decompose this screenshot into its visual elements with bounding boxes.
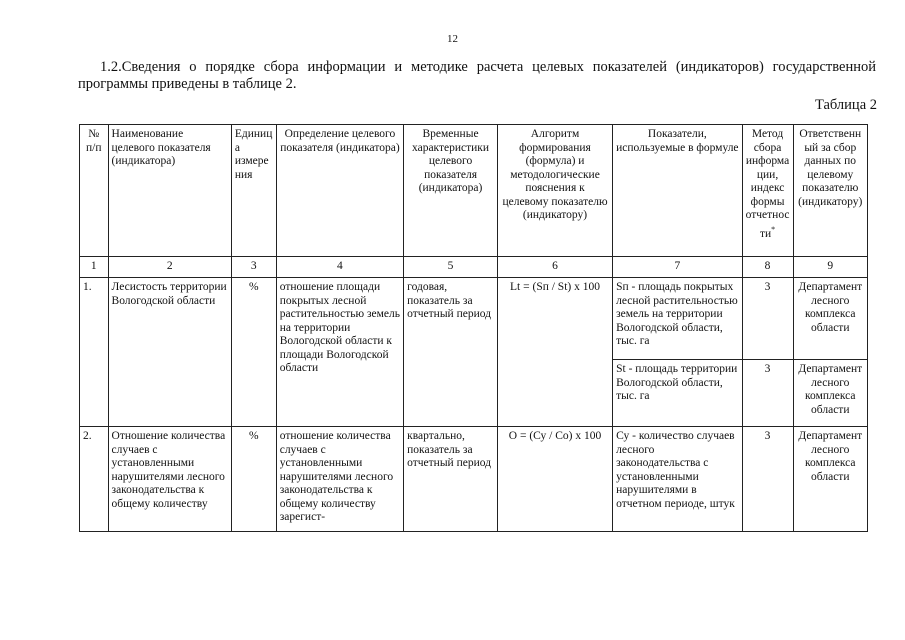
responsible-party: Департамент лесного комплекса области: [793, 360, 867, 427]
header-formula: Алгоритм формирования (формула) и методологические пояснения к целевому показателю (индикатору): [497, 125, 612, 257]
row-number: 1.: [80, 278, 109, 427]
column-number: 7: [613, 257, 742, 278]
header-unit: Единица измерения: [231, 125, 276, 257]
indicator-unit: %: [231, 427, 276, 532]
responsible-party: Департамент лесного комплекса области: [793, 427, 867, 532]
indicator-name: Лесистость территории Вологодской области: [108, 278, 231, 427]
indicator-definition: отношение количества случаев с установленными нарушителями лесного законодательства к общему количеству зарегист-: [276, 427, 403, 532]
table-row: [80, 427, 868, 532]
formula-variable: Sп - площадь покрытых лесной растительностью земель на территории Вологодской области, тыс. га: [613, 278, 742, 360]
responsible-party: Департамент лесного комплекса области: [793, 278, 867, 360]
indicator-definition: отношение площади покрытых лесной растительностью земель на территории Вологодской области к площади Вологодской области: [276, 278, 403, 427]
column-number: 1: [80, 257, 109, 278]
formula-variable: St - площадь территории Вологодской области, тыс. га: [613, 360, 742, 427]
header-row: [80, 125, 868, 257]
indicator-name: Отношение количества случаев с установленными нарушителями лесного законодательства к общему количеству: [108, 427, 231, 532]
indicator-time: годовая, показатель за отчетный период: [404, 278, 498, 427]
header-num: № п/п: [80, 125, 109, 257]
header-method: [742, 125, 793, 257]
header-responsible: Ответственный за сбор данных по целевому показателю (индикатору): [793, 125, 867, 257]
column-number: 2: [108, 257, 231, 278]
column-number: 5: [404, 257, 498, 278]
footnote-mark: *: [771, 224, 776, 234]
intro-paragraph: 1.2.Сведения о порядке сбора информации и методике расчета целевых показателей (индикаторов) государственной программы приведены в таблице 2.: [78, 59, 876, 92]
column-numbers-row: [80, 257, 868, 278]
row-number: 2.: [80, 427, 109, 532]
collection-method: 3: [742, 278, 793, 360]
collection-method: 3: [742, 427, 793, 532]
indicator-formula: Lt = (Sп / St) х 100: [497, 278, 612, 427]
column-number: 3: [231, 257, 276, 278]
indicator-time: квартально, показатель за отчетный период: [404, 427, 498, 532]
indicators-table: [79, 124, 868, 532]
column-number: 9: [793, 257, 867, 278]
column-number: 4: [276, 257, 403, 278]
indicator-unit: %: [231, 278, 276, 427]
column-number: 8: [742, 257, 793, 278]
header-time: Временные характеристики целевого показателя (индикатора): [404, 125, 498, 257]
indicator-formula: О = (Су / Со) х 100: [497, 427, 612, 532]
table-row: [80, 278, 868, 360]
page-number: 12: [447, 33, 458, 45]
header-definition: Определение целевого показателя (индикатора): [276, 125, 403, 257]
header-name: Наименование целевого показателя (индикатора): [108, 125, 231, 257]
table-caption: Таблица 2: [814, 97, 877, 113]
header-indicators: Показатели, используемые в формуле: [613, 125, 742, 257]
collection-method: 3: [742, 360, 793, 427]
header-method-text: Метод сбора информации, индекс формы отчетности: [745, 128, 790, 240]
column-number: 6: [497, 257, 612, 278]
formula-variable: Су - количество случаев лесного законодательства с установленными нарушителями в отчетном периоде, штук: [613, 427, 742, 532]
